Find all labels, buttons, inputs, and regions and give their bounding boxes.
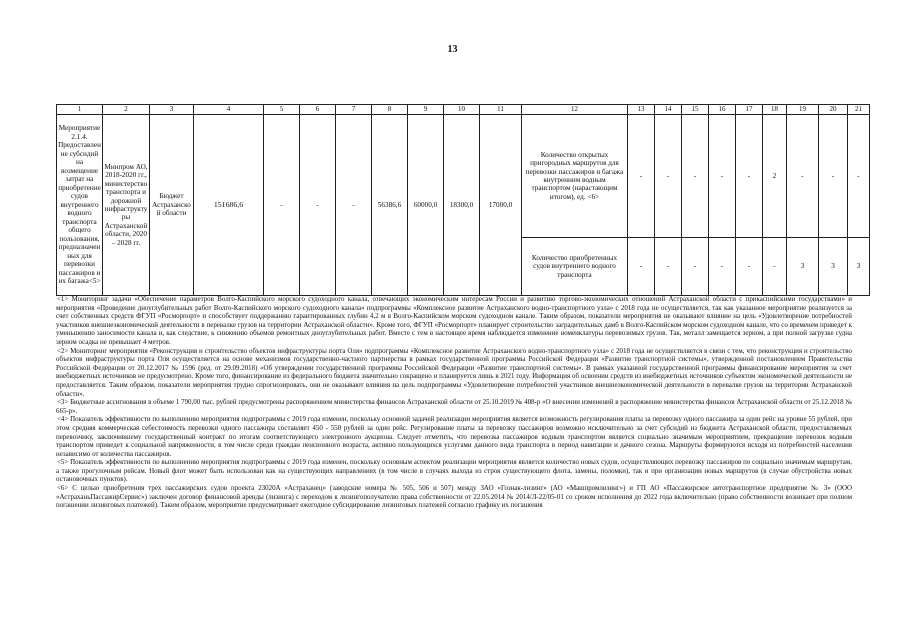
col-header: 17 bbox=[736, 105, 763, 115]
footnote-5: <5> Показатель эффективности по выполнению мероприятия подпрограммы с 2019 года изменен, поскольку основным аспектом реализации мероприятия является количество новых судов, осуществляющих перевозку пассажиров по социально значимым маршрутам, а также прогулочным рейсам. Новый флот может быть использован как на существующих направлениях (в том числе в случаях выхода из строя существующего флота, замены, поломки), так и при организации новых маршрутов (в случае обустройства новых остановочных пунктов). bbox=[56, 458, 852, 484]
indicator-value-cell: - bbox=[628, 238, 655, 296]
col-header: 5 bbox=[264, 105, 300, 115]
indicator-value-cell: - bbox=[763, 238, 787, 296]
col-header: 19 bbox=[787, 105, 819, 115]
amount-cell: - bbox=[300, 115, 336, 296]
indicator-name-cell: Количество приобретенных судов внутреннего водного транспорта bbox=[522, 238, 628, 296]
indicator-value-cell: 3 bbox=[848, 238, 870, 296]
funding-source-cell: Бюджет Астраханской области bbox=[150, 115, 194, 296]
program-table bbox=[56, 104, 870, 296]
amount-cell: 18300,0 bbox=[444, 115, 480, 296]
indicator-value-cell: - bbox=[787, 115, 819, 238]
footnote-2: <2> Мониторинг мероприятия «Реконструкция и строительство объектов инфраструктуры порта Оля» подпрограммы «Комплексное развитие Астраханского водно-транспортного узла» с 2018 года не осуществляется в связи с тем, что реконструкция и строительство объектов инфраструктуры порта Оля осуществляется на основе механизмов государственно-частного партнерства в рамках государственной программы Российской Федерации «Развитие транспортной системы», утвержденной постановлением Правительства Российской Федерации от 20.12.2017 № 1596 (ред. от 29.09.2018) «Об утверждении государственной программы Российской Федерации «Развитие транспортной системы». В рамках указанной государственной программы финансирование мероприятия за счет внебюджетных источников не предусмотрено. Кроме того, финансирование из федерального бюджета значительно сокращено и планируется лишь в 2021 году. Информация об освоении средств из внебюджетных источников субъектом экономической деятельности не предоставляется. Таким образом, показатели мероприятия трудно спрогнозировать, они не оказывают влияния на цель подпрограммы «Удовлетворение потребностей участников внешнеэкономической деятельности в перевалке грузов на территории Астраханской области». bbox=[56, 346, 852, 398]
footnote-6: <6> С целью приобретения трех пассажирских судов проекта 23020А «Астраханец» (заводские номера № 505, 506 и 507) между ЗАО «Гознак-лизинг» (АО «Машпромлизинг») и ГП АО «Пассажирское автотранспортное предприятие № 3» (ООО «АстраханьПассажирСервис») заключен договор финансовой аренды (лизинга) с переходом к лизингополучателю права собственности от 22.05.2014 № 2014/Л-22/05-01 со сроком исполнения до 2022 года включительно (право собственности возникает при полном погашении лизинговых платежей). Таким образом, мероприятие предусматривает ежегодное субсидирование лизинговых платежей согласно графику их погашения bbox=[56, 484, 852, 510]
footnotes bbox=[56, 295, 852, 510]
col-header: 6 bbox=[300, 105, 336, 115]
indicator-value-cell: - bbox=[819, 115, 848, 238]
indicator-value-cell: - bbox=[682, 238, 709, 296]
total-amount-cell: 151686,6 bbox=[194, 115, 264, 296]
page-number: 13 bbox=[447, 44, 458, 55]
col-header: 11 bbox=[480, 105, 522, 115]
col-header: 1 bbox=[57, 105, 103, 115]
indicator-value-cell: - bbox=[736, 115, 763, 238]
measure-name-cell: Мероприятие 2.1.4. Предоставление субсидий на возмещение затрат на приобретение судов внутреннего водного транспорта общего пользования, предназначенных для перевозки пассажиров и их багажа<5> bbox=[57, 115, 103, 296]
col-header: 4 bbox=[194, 105, 264, 115]
indicator-value-cell: - bbox=[655, 115, 682, 238]
col-header: 10 bbox=[444, 105, 480, 115]
col-header: 21 bbox=[848, 105, 870, 115]
col-header: 13 bbox=[628, 105, 655, 115]
col-header: 3 bbox=[150, 105, 194, 115]
col-header: 20 bbox=[819, 105, 848, 115]
col-header: 18 bbox=[763, 105, 787, 115]
col-header: 7 bbox=[336, 105, 372, 115]
col-header: 16 bbox=[709, 105, 736, 115]
col-header: 2 bbox=[103, 105, 150, 115]
indicator-value-cell: 3 bbox=[787, 238, 819, 296]
header-row bbox=[57, 105, 870, 115]
indicator-value-cell: - bbox=[628, 115, 655, 238]
col-header: 14 bbox=[655, 105, 682, 115]
col-header: 9 bbox=[408, 105, 444, 115]
indicator-value-cell: - bbox=[736, 238, 763, 296]
col-header: 12 bbox=[522, 105, 628, 115]
footnote-4: <4> Показатель эффективности по выполнению мероприятия подпрограммы с 2019 года изменен, поскольку основной задачей реализации мероприятия является возможность регулирования платы за перевозку одного пассажира за один рейс на уровне 55 рублей, при этом средняя коммерческая себестоимость перевозки одного пассажира составляет 450 - 550 рублей за один рейс. Регулирование платы за перевозку пассажиров возможно исключительно за счет субсидий из бюджета Астраханской области, предоставляемых перевозчику, заключившему государственный контракт по итогам соответствующего электронного аукциона. Следует отметить, что перевозка пассажиров водным транспортом является социально значимым мероприятием, прекращение перевозок водным транспортом приведет к социальной напряженности, в том числе среди граждан пенсионного возраста, активно пользующихся услугами данного вида транспорта в период навигации и дачного сезона. Маршруты формируются исходя из потребностей населения независимо от количества пассажиров. bbox=[56, 415, 852, 458]
amount-cell: 60000,0 bbox=[408, 115, 444, 296]
indicator-name-cell: Количество открытых пригородных маршрутов для перевозки пассажиров и багажа внутренним водным транспортом (нарастающим итогом), ед. <6> bbox=[522, 115, 628, 238]
indicator-value-cell: - bbox=[682, 115, 709, 238]
amount-cell: 56386,6 bbox=[372, 115, 408, 296]
indicator-value-cell: 2 bbox=[763, 115, 787, 238]
indicator-value-cell: - bbox=[848, 115, 870, 238]
indicator-value-cell: 3 bbox=[819, 238, 848, 296]
executor-cell: Минпром АО, 2018-2020 гг., министерство транспорта и дорожной инфраструктуры Астраханской области, 2020 – 2028 гг. bbox=[103, 115, 150, 296]
amount-cell: - bbox=[264, 115, 300, 296]
col-header: 8 bbox=[372, 105, 408, 115]
amount-cell: 17000,0 bbox=[480, 115, 522, 296]
indicator-value-cell: - bbox=[709, 115, 736, 238]
footnote-3: <3> Бюджетные ассигнования в объеме 1 790,00 тыс. рублей предусмотрены распоряжением министерства финансов Астраханской области от 25.10.2019 № 408-р «О внесении изменений в распоряжение министерства финансов Астраханской области от 25.12.2018 № 665-р». bbox=[56, 398, 852, 415]
measure-row bbox=[57, 115, 870, 238]
footnote-1: <1> Мониторинг задачи «Обеспечение параметров Волго-Каспийского морского судоходного канала, отвечающих экономическим интересам России и развитию торгово-экономических отношений Астраханской области с прикаспийскими государствами» и мероприятия «Проведение дноуглубительных работ Волго-Каспийского морского судоходного канала» подпрограммы «Комплексное развитие Астраханского водно-транспортного узла» с 2018 года не осуществляется, так как указанное мероприятие реализуется за счет собственных средств ФГУП «Росморпорт» и способствует поддержанию гарантированных глубин 4,2 м в Волго-Каспийском морском судоходном канале. Таким образом, показатели мероприятия не оказывают влияние на цель «Удовлетворение потребностей участников внешнеэкономической деятельности в перевалке грузов на территории Астраханской области». Кроме того, ФГУП «Росморпорт» планирует строительство заградительных дамб в Волго-Каспийском морском судоходном канале, что со временем приведет к уменьшению заносимости канала и, как следствие, к снижению объемов ремонтных дноуглубительных работ. Вместе с тем в настоящее время наблюдается изменение номенклатуры перевозимых грузов. Так, металл замещается зерном, а при полной загрузке судна зерном осадка не превышает 4 метров. bbox=[56, 295, 852, 346]
col-header: 15 bbox=[682, 105, 709, 115]
amount-cell: - bbox=[336, 115, 372, 296]
indicator-value-cell: - bbox=[655, 238, 682, 296]
indicator-value-cell: - bbox=[709, 238, 736, 296]
